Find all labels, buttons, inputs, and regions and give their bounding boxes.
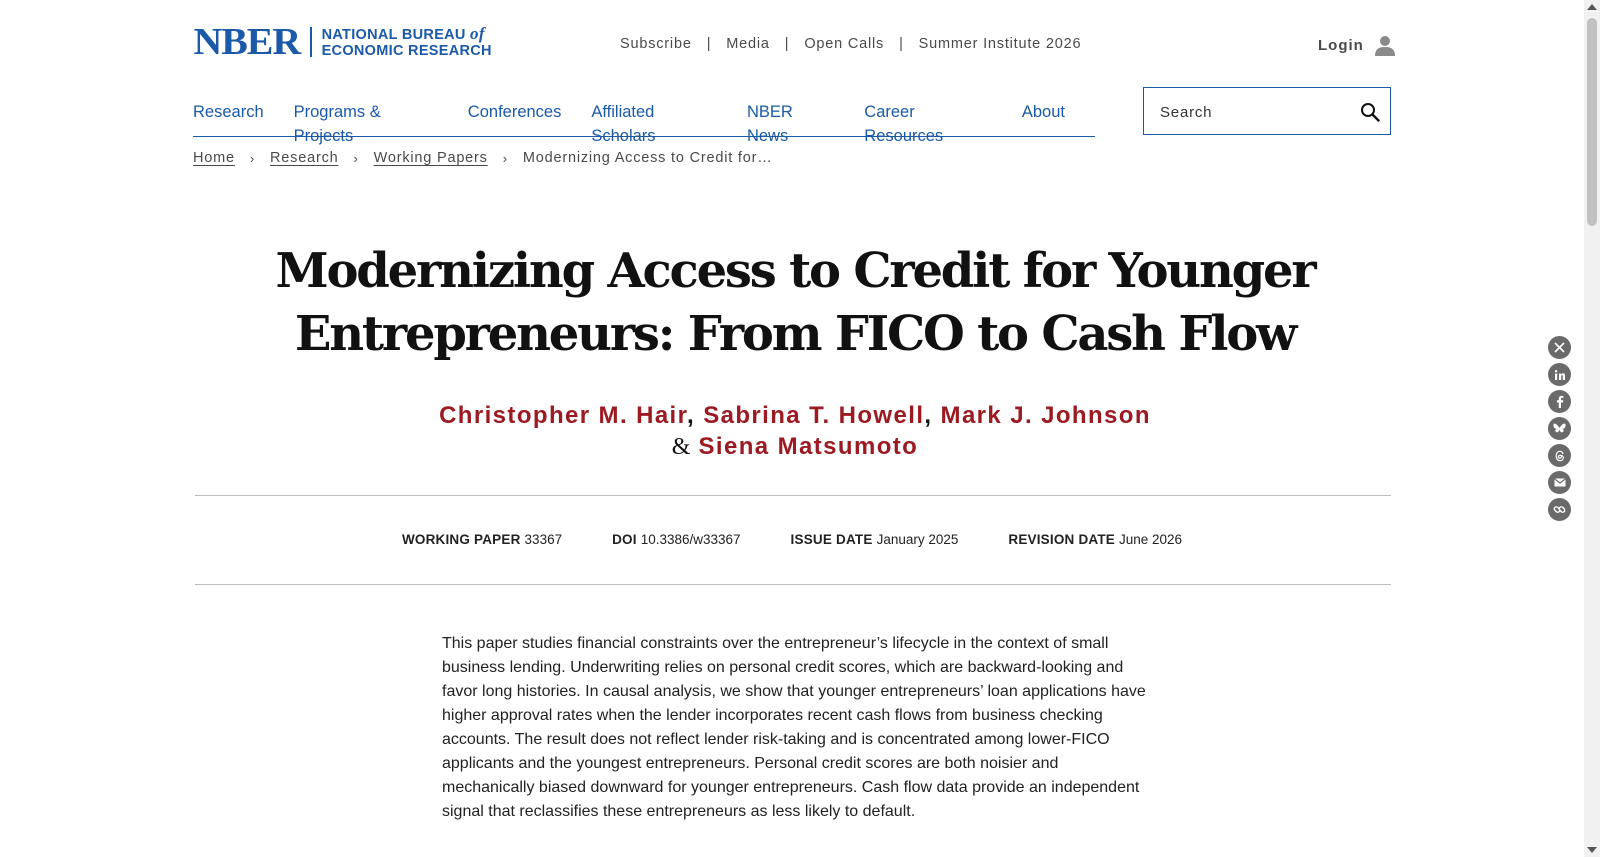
link-icon[interactable] bbox=[1548, 498, 1571, 521]
nber-logo[interactable] bbox=[193, 21, 492, 63]
utility-subscribe-link[interactable]: Subscribe bbox=[620, 36, 692, 52]
nav-affiliated-scholars[interactable]: Affiliated Scholars bbox=[591, 103, 656, 145]
scroll-up-arrow-icon[interactable] bbox=[1587, 4, 1597, 10]
facebook-icon[interactable] bbox=[1548, 390, 1571, 413]
meta-label: REVISION DATE bbox=[1008, 532, 1115, 547]
breadcrumb-working-papers[interactable]: Working Papers bbox=[373, 150, 488, 166]
author-link[interactable]: Mark J. Johnson bbox=[940, 402, 1151, 429]
nav-nber-news[interactable]: NBER News bbox=[746, 103, 793, 145]
meta-working-paper bbox=[402, 532, 562, 547]
nav-about[interactable]: About bbox=[1021, 103, 1065, 121]
linkedin-icon[interactable] bbox=[1548, 363, 1571, 386]
paper-meta bbox=[0, 532, 1584, 547]
page-scrollbar[interactable] bbox=[1584, 0, 1600, 857]
author-separator: , bbox=[924, 402, 933, 429]
abstract: This paper studies financial constraints over the entrepreneur’s lifecycle in the context of small business lending. Underwriting relies on personal credit scores, which are backward-looking and favor long histories. In causal analysis, we show that younger entrepreneurs’ loan applications have higher approval rates when the lender incorporates recent cash flows from business checking accounts. The result does not reflect lender risk-taking and is concentrated among lower-FICO applicants and the youngest entrepreneurs. Personal credit scores are both noisier and mechanically biased downward for younger entrepreneurs. Cash flow data provide an independent signal that reclassifies these entrepreneurs as less likely to default. bbox=[442, 635, 1146, 820]
scroll-down-arrow-icon[interactable] bbox=[1587, 847, 1597, 853]
logo-name bbox=[321, 23, 492, 59]
main-nav bbox=[193, 100, 1095, 145]
search-box bbox=[1143, 87, 1391, 135]
chevron-right-icon: › bbox=[502, 150, 508, 166]
nav-research[interactable]: Research bbox=[193, 103, 264, 121]
user-icon bbox=[1374, 34, 1396, 56]
meta-issue-date bbox=[791, 532, 959, 547]
utility-summer-institute-link[interactable]: Summer Institute 2026 bbox=[918, 36, 1082, 52]
page-title: Modernizing Access to Credit for Younger Entrepreneurs: From FICO to Cash Flow bbox=[275, 243, 1315, 362]
utility-separator: | bbox=[899, 36, 904, 52]
divider bbox=[195, 495, 1391, 496]
author-link[interactable]: Siena Matsumoto bbox=[698, 433, 919, 460]
chevron-right-icon: › bbox=[249, 150, 256, 166]
meta-value: 33367 bbox=[524, 532, 563, 547]
logo-line-1-text: NATIONAL BUREAU bbox=[321, 26, 471, 43]
meta-value: 10.3386/w33367 bbox=[640, 532, 741, 547]
search-icon[interactable] bbox=[1360, 102, 1380, 122]
author-ampersand: & bbox=[671, 434, 691, 460]
meta-label: DOI bbox=[612, 532, 637, 547]
author-separator: , bbox=[687, 402, 696, 429]
meta-revision-date bbox=[1008, 532, 1182, 547]
meta-doi bbox=[612, 532, 740, 547]
logo-mark: NBER bbox=[193, 21, 301, 63]
threads-icon[interactable] bbox=[1548, 444, 1571, 467]
divider bbox=[195, 584, 1391, 585]
author-list bbox=[380, 400, 1210, 463]
breadcrumb-current: Modernizing Access to Credit for… bbox=[522, 150, 773, 166]
meta-value: June 2026 bbox=[1119, 532, 1183, 547]
meta-value: January 2025 bbox=[876, 532, 959, 547]
login-label: Login bbox=[1318, 36, 1364, 54]
nav-programs-projects[interactable]: Programs & Projects bbox=[293, 103, 381, 145]
breadcrumb-home[interactable]: Home bbox=[193, 150, 235, 166]
utility-media-link[interactable]: Media bbox=[726, 36, 770, 52]
email-icon[interactable] bbox=[1548, 471, 1571, 494]
bluesky-icon[interactable] bbox=[1548, 417, 1571, 440]
chevron-right-icon: › bbox=[353, 150, 359, 166]
utility-separator: | bbox=[784, 36, 790, 52]
meta-label: ISSUE DATE bbox=[790, 532, 873, 547]
logo-divider bbox=[310, 27, 312, 57]
breadcrumb-research[interactable]: Research bbox=[270, 150, 339, 166]
logo-of: of bbox=[470, 23, 485, 43]
share-bar bbox=[1548, 336, 1571, 525]
x-icon[interactable] bbox=[1548, 336, 1571, 359]
meta-label: WORKING PAPER bbox=[401, 532, 521, 547]
author-link[interactable]: Sabrina T. Howell bbox=[703, 402, 925, 429]
logo-line-2: ECONOMIC RESEARCH bbox=[321, 42, 492, 59]
logo-line-1 bbox=[321, 23, 492, 43]
search-input[interactable] bbox=[1158, 100, 1352, 124]
scrollbar-thumb[interactable] bbox=[1587, 18, 1597, 226]
login-button[interactable] bbox=[1318, 34, 1396, 56]
nav-career-resources[interactable]: Career Resources bbox=[864, 103, 944, 145]
utility-open-calls-link[interactable]: Open Calls bbox=[804, 36, 885, 52]
utility-nav bbox=[620, 36, 1081, 52]
author-link[interactable]: Christopher M. Hair bbox=[439, 402, 688, 429]
breadcrumb bbox=[193, 150, 773, 166]
nav-conferences[interactable]: Conferences bbox=[467, 103, 562, 121]
utility-separator: | bbox=[706, 36, 712, 52]
